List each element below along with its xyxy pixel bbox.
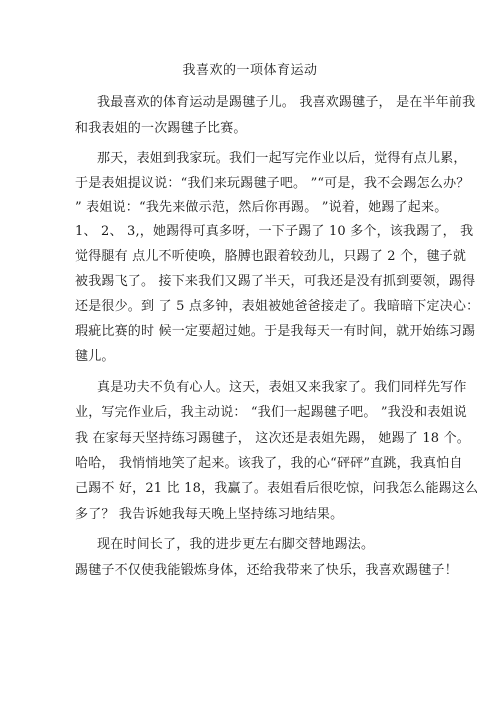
paragraph-3-line-4: 哈哈， 我悄悄地笑了起来。该我了，我的心“砰砰”直跳，我真怕自 [75, 456, 463, 471]
paragraph-3-line-6: 多了？ 我告诉她我每天晚上坚持练习地结果。 [75, 507, 344, 522]
paragraph-3-line-2: 业，写完作业后，我主动说： “我们一起踢毽子吧。 ”我没和表姐说 [75, 405, 467, 420]
paragraph-2-line-1: 那天，表姐到我家玩。我们一起写完作业以后，觉得有点儿累， [97, 151, 467, 166]
paragraph-2-line-2: 于是表姐提议说：“我们来玩踢毽子吧。 ”“可是，我不会踢怎么办？ [75, 176, 470, 191]
paragraph-2-line-6: 被我踢飞了。 接下来我们又踢了半天，可我还是没有抓到要领，踢得 [75, 274, 476, 289]
paragraph-1-line-1: 我最喜欢的体育运动是踢毽子儿。 我喜欢踢毽子， 是在半年前我 [97, 95, 476, 110]
paragraph-2-line-7: 还是很少。到 了 5 点多钟，表姐被她爸爸接走了。我暗暗下定决心： [75, 299, 480, 314]
paragraph-2-line-4: 1、 2、 3,，她踢得可真多呀，一下子踢了 10 多个，该我踢了， 我 [75, 224, 474, 239]
page-title: 我喜欢的一项体育运动 [182, 63, 318, 78]
paragraph-5-line-1: 踢毽子不仅使我能锻炼身体，还给我带来了快乐，我喜欢踢毽子！ [75, 563, 458, 578]
paragraph-2-line-5: 觉得腿有 点儿不听使唤，胳膊也跟着较劲儿，只踢了 2 个，毽子就 [75, 249, 467, 264]
paragraph-3-line-1: 真是功夫不负有心人。这天，表姐又来我家了。我们同样先写作 [97, 380, 467, 395]
paragraph-4-line-1: 现在时间长了，我的进步更左右脚交替地踢法。 [97, 537, 375, 552]
paragraph-2-line-9: 毽儿。 [75, 349, 115, 364]
paragraph-3-line-3: 我 在家每天坚持练习踢毽子， 这次还是表姐先踢， 她踢了 18 个。 [75, 431, 471, 446]
paragraph-3-line-5: 己踢不 好，21 比 18，我赢了。表姐看后很吃惊，问我怎么能踢这么 [75, 481, 479, 496]
paragraph-2-line-3: ” 表姐说：“我先来做示范，然后你再踢。 ”说着，她踢了起来。 [75, 200, 448, 215]
paragraph-2-line-8: 瑕疵比赛的时 候一定要超过她。于是我每天一有时间，就开始练习踢 [75, 324, 476, 339]
paragraph-1-line-2: 和我表姐的一次踢毽子比赛。 [75, 121, 247, 136]
